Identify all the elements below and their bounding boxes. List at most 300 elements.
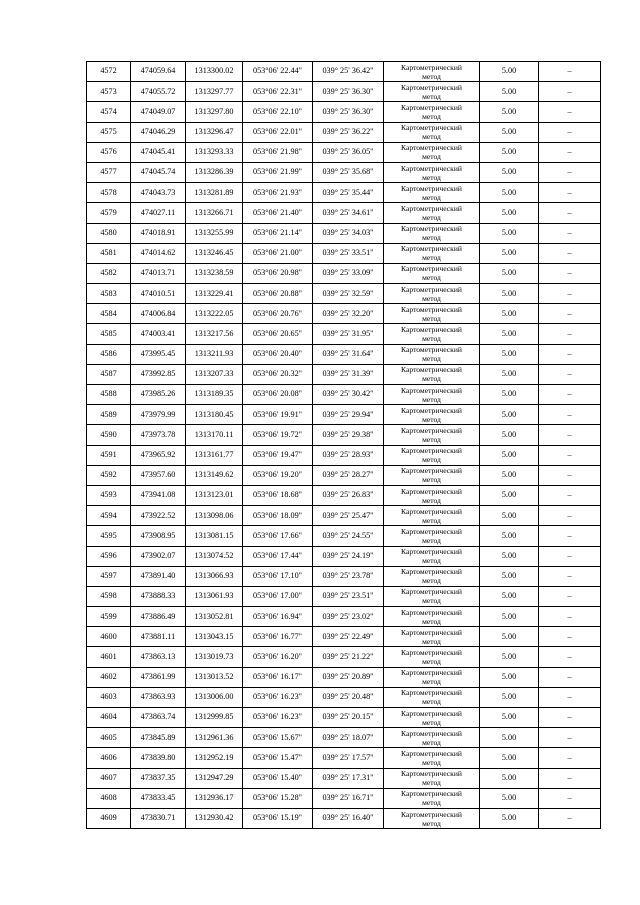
- method-line: метод: [422, 596, 441, 606]
- latitude-cell: 053°06' 20.40": [243, 344, 313, 364]
- note-cell: –: [539, 506, 601, 526]
- longitude-cell: 039° 25' 28.27": [313, 465, 384, 485]
- method-line: Картометрический: [401, 446, 462, 456]
- note-cell: –: [539, 62, 601, 82]
- accuracy-cell: 5.00: [480, 768, 539, 788]
- latitude-cell: 053°06' 22.44": [243, 62, 313, 82]
- latitude-cell: 053°06' 15.28": [243, 788, 313, 808]
- note-cell: –: [539, 768, 601, 788]
- longitude-cell: 039° 25' 36.42": [313, 62, 384, 82]
- longitude-cell: 039° 25' 16.40": [313, 808, 384, 828]
- note-cell: –: [539, 344, 601, 364]
- method-line: метод: [422, 657, 441, 667]
- longitude-cell: 039° 25' 35.68": [313, 162, 384, 182]
- longitude-cell: 039° 25' 31.64": [313, 344, 384, 364]
- method-line: метод: [422, 374, 441, 384]
- latitude-cell: 053°06' 21.99": [243, 162, 313, 182]
- method-line: Картометрический: [401, 728, 462, 738]
- method-cell: [384, 465, 480, 485]
- latitude-cell: 053°06' 20.08": [243, 385, 313, 405]
- method-cell: [384, 566, 480, 586]
- latitude-cell: 053°06' 19.20": [243, 465, 313, 485]
- method-line: Картометрический: [401, 668, 462, 678]
- table-row: [87, 708, 601, 728]
- y-coordinate-cell: 1312999.85: [186, 708, 243, 728]
- note-cell: –: [539, 385, 601, 405]
- accuracy-cell: 5.00: [480, 728, 539, 748]
- note-cell: –: [539, 445, 601, 465]
- longitude-cell: 039° 25' 17.57": [313, 748, 384, 768]
- x-coordinate-cell: 474045.74: [131, 162, 186, 182]
- table-row: [87, 284, 601, 304]
- latitude-cell: 053°06' 15.19": [243, 808, 313, 828]
- latitude-cell: 053°06' 21.14": [243, 223, 313, 243]
- latitude-cell: 053°06' 16.20": [243, 647, 313, 667]
- method-cell: [384, 142, 480, 162]
- method-cell: [384, 445, 480, 465]
- point-number-cell: 4585: [87, 324, 131, 344]
- note-cell: –: [539, 122, 601, 142]
- y-coordinate-cell: 1313013.52: [186, 667, 243, 687]
- y-coordinate-cell: 1313296.47: [186, 122, 243, 142]
- latitude-cell: 053°06' 21.00": [243, 243, 313, 263]
- y-coordinate-cell: 1313149.62: [186, 465, 243, 485]
- table-row: [87, 788, 601, 808]
- method-line: метод: [422, 434, 441, 444]
- x-coordinate-cell: 473922.52: [131, 506, 186, 526]
- y-coordinate-cell: 1313081.15: [186, 526, 243, 546]
- x-coordinate-cell: 474014.62: [131, 243, 186, 263]
- table-row: [87, 122, 601, 142]
- table-row: [87, 607, 601, 627]
- accuracy-cell: 5.00: [480, 566, 539, 586]
- longitude-cell: 039° 25' 31.95": [313, 324, 384, 344]
- method-line: Картометрический: [401, 748, 462, 758]
- note-cell: –: [539, 142, 601, 162]
- method-line: метод: [422, 132, 441, 142]
- longitude-cell: 039° 25' 34.03": [313, 223, 384, 243]
- point-number-cell: 4603: [87, 687, 131, 707]
- table-row: [87, 324, 601, 344]
- point-number-cell: 4592: [87, 465, 131, 485]
- method-line: Картометрический: [401, 466, 462, 476]
- table-row: [87, 62, 601, 82]
- method-line: метод: [422, 535, 441, 545]
- longitude-cell: 039° 25' 32.20": [313, 304, 384, 324]
- note-cell: –: [539, 324, 601, 344]
- accuracy-cell: 5.00: [480, 284, 539, 304]
- point-number-cell: 4574: [87, 102, 131, 122]
- x-coordinate-cell: 473863.74: [131, 708, 186, 728]
- method-line: метод: [422, 475, 441, 485]
- point-number-cell: 4596: [87, 546, 131, 566]
- y-coordinate-cell: 1312947.29: [186, 768, 243, 788]
- longitude-cell: 039° 25' 21.22": [313, 647, 384, 667]
- point-number-cell: 4595: [87, 526, 131, 546]
- method-line: Картометрический: [401, 648, 462, 658]
- latitude-cell: 053°06' 19.91": [243, 405, 313, 425]
- method-line: Картометрический: [401, 506, 462, 516]
- method-line: Картометрический: [401, 123, 462, 133]
- latitude-cell: 053°06' 20.88": [243, 284, 313, 304]
- point-number-cell: 4572: [87, 62, 131, 82]
- method-line: метод: [422, 111, 441, 121]
- longitude-cell: 039° 25' 20.48": [313, 687, 384, 707]
- method-line: Картометрический: [401, 82, 462, 92]
- y-coordinate-cell: 1313161.77: [186, 445, 243, 465]
- latitude-cell: 053°06' 20.65": [243, 324, 313, 344]
- point-number-cell: 4604: [87, 708, 131, 728]
- note-cell: –: [539, 203, 601, 223]
- table-row: [87, 102, 601, 122]
- note-cell: –: [539, 465, 601, 485]
- latitude-cell: 053°06' 16.23": [243, 708, 313, 728]
- y-coordinate-cell: 1313222.05: [186, 304, 243, 324]
- method-cell: [384, 546, 480, 566]
- x-coordinate-cell: 474049.07: [131, 102, 186, 122]
- method-line: Картометрический: [401, 224, 462, 234]
- method-cell: [384, 385, 480, 405]
- x-coordinate-cell: 474013.71: [131, 263, 186, 283]
- method-line: метод: [422, 818, 441, 828]
- x-coordinate-cell: 473965.92: [131, 445, 186, 465]
- method-line: Картометрический: [401, 769, 462, 779]
- table-row: [87, 445, 601, 465]
- accuracy-cell: 5.00: [480, 748, 539, 768]
- table-row: [87, 405, 601, 425]
- method-line: Картометрический: [401, 62, 462, 72]
- method-cell: [384, 748, 480, 768]
- method-cell: [384, 485, 480, 505]
- method-line: метод: [422, 576, 441, 586]
- table-row: [87, 344, 601, 364]
- note-cell: –: [539, 304, 601, 324]
- longitude-cell: 039° 25' 33.09": [313, 263, 384, 283]
- table-row: [87, 425, 601, 445]
- method-cell: [384, 243, 480, 263]
- method-line: Картометрический: [401, 526, 462, 536]
- accuracy-cell: 5.00: [480, 788, 539, 808]
- note-cell: –: [539, 667, 601, 687]
- note-cell: –: [539, 223, 601, 243]
- latitude-cell: 053°06' 17.10": [243, 566, 313, 586]
- latitude-cell: 053°06' 20.76": [243, 304, 313, 324]
- latitude-cell: 053°06' 22.31": [243, 82, 313, 102]
- note-cell: –: [539, 405, 601, 425]
- y-coordinate-cell: 1313286.39: [186, 162, 243, 182]
- point-number-cell: 4573: [87, 82, 131, 102]
- x-coordinate-cell: 473985.26: [131, 385, 186, 405]
- y-coordinate-cell: 1313098.06: [186, 506, 243, 526]
- method-cell: [384, 324, 480, 344]
- y-coordinate-cell: 1313189.35: [186, 385, 243, 405]
- table-row: [87, 667, 601, 687]
- method-line: метод: [422, 293, 441, 303]
- x-coordinate-cell: 473833.45: [131, 788, 186, 808]
- y-coordinate-cell: 1313238.59: [186, 263, 243, 283]
- accuracy-cell: 5.00: [480, 526, 539, 546]
- method-cell: [384, 788, 480, 808]
- method-line: метод: [422, 556, 441, 566]
- latitude-cell: 053°06' 16.23": [243, 687, 313, 707]
- method-line: метод: [422, 455, 441, 465]
- note-cell: –: [539, 526, 601, 546]
- accuracy-cell: 5.00: [480, 546, 539, 566]
- method-line: метод: [422, 515, 441, 525]
- longitude-cell: 039° 25' 16.71": [313, 788, 384, 808]
- point-number-cell: 4594: [87, 506, 131, 526]
- note-cell: –: [539, 607, 601, 627]
- accuracy-cell: 5.00: [480, 344, 539, 364]
- method-line: Картометрический: [401, 143, 462, 153]
- y-coordinate-cell: 1312952.19: [186, 748, 243, 768]
- x-coordinate-cell: 473886.49: [131, 607, 186, 627]
- method-line: метод: [422, 737, 441, 747]
- accuracy-cell: 5.00: [480, 808, 539, 828]
- method-line: метод: [422, 414, 441, 424]
- longitude-cell: 039° 25' 36.30": [313, 82, 384, 102]
- x-coordinate-cell: 474010.51: [131, 284, 186, 304]
- method-line: метод: [422, 334, 441, 344]
- method-cell: [384, 708, 480, 728]
- method-line: Картометрический: [401, 264, 462, 274]
- latitude-cell: 053°06' 22.10": [243, 102, 313, 122]
- table-row: [87, 768, 601, 788]
- method-line: метод: [422, 778, 441, 788]
- method-cell: [384, 425, 480, 445]
- method-line: метод: [422, 677, 441, 687]
- point-number-cell: 4590: [87, 425, 131, 445]
- accuracy-cell: 5.00: [480, 586, 539, 606]
- longitude-cell: 039° 25' 33.51": [313, 243, 384, 263]
- point-number-cell: 4587: [87, 364, 131, 384]
- point-number-cell: 4586: [87, 344, 131, 364]
- longitude-cell: 039° 25' 35.44": [313, 183, 384, 203]
- note-cell: –: [539, 102, 601, 122]
- table-row: [87, 808, 601, 828]
- table-row: [87, 526, 601, 546]
- table-row: [87, 728, 601, 748]
- note-cell: –: [539, 485, 601, 505]
- latitude-cell: 053°06' 16.17": [243, 667, 313, 687]
- table-row: [87, 243, 601, 263]
- method-cell: [384, 82, 480, 102]
- table-row: [87, 586, 601, 606]
- x-coordinate-cell: 473979.99: [131, 405, 186, 425]
- y-coordinate-cell: 1312930.42: [186, 808, 243, 828]
- latitude-cell: 053°06' 15.47": [243, 748, 313, 768]
- longitude-cell: 039° 25' 24.19": [313, 546, 384, 566]
- method-line: Картометрический: [401, 102, 462, 112]
- longitude-cell: 039° 25' 23.51": [313, 586, 384, 606]
- method-line: Картометрический: [401, 163, 462, 173]
- method-cell: [384, 808, 480, 828]
- accuracy-cell: 5.00: [480, 425, 539, 445]
- method-line: Картометрический: [401, 284, 462, 294]
- note-cell: –: [539, 566, 601, 586]
- accuracy-cell: 5.00: [480, 223, 539, 243]
- longitude-cell: 039° 25' 23.02": [313, 607, 384, 627]
- method-line: Картометрический: [401, 547, 462, 557]
- latitude-cell: 053°06' 17.00": [243, 586, 313, 606]
- latitude-cell: 053°06' 20.32": [243, 364, 313, 384]
- point-number-cell: 4601: [87, 647, 131, 667]
- longitude-cell: 039° 25' 32.59": [313, 284, 384, 304]
- x-coordinate-cell: 474055.72: [131, 82, 186, 102]
- table-row: [87, 263, 601, 283]
- longitude-cell: 039° 25' 34.61": [313, 203, 384, 223]
- y-coordinate-cell: 1313211.93: [186, 344, 243, 364]
- point-number-cell: 4607: [87, 768, 131, 788]
- point-number-cell: 4575: [87, 122, 131, 142]
- y-coordinate-cell: 1313052.81: [186, 607, 243, 627]
- note-cell: –: [539, 82, 601, 102]
- latitude-cell: 053°06' 15.40": [243, 768, 313, 788]
- method-cell: [384, 122, 480, 142]
- latitude-cell: 053°06' 19.72": [243, 425, 313, 445]
- method-line: метод: [422, 636, 441, 646]
- method-line: Картометрический: [401, 688, 462, 698]
- y-coordinate-cell: 1313207.33: [186, 364, 243, 384]
- point-number-cell: 4606: [87, 748, 131, 768]
- latitude-cell: 053°06' 16.94": [243, 607, 313, 627]
- x-coordinate-cell: 473902.07: [131, 546, 186, 566]
- longitude-cell: 039° 25' 28.93": [313, 445, 384, 465]
- longitude-cell: 039° 25' 17.31": [313, 768, 384, 788]
- point-number-cell: 4584: [87, 304, 131, 324]
- method-line: Картометрический: [401, 345, 462, 355]
- x-coordinate-cell: 473957.60: [131, 465, 186, 485]
- method-cell: [384, 223, 480, 243]
- point-number-cell: 4597: [87, 566, 131, 586]
- y-coordinate-cell: 1313266.71: [186, 203, 243, 223]
- point-number-cell: 4581: [87, 243, 131, 263]
- method-cell: [384, 768, 480, 788]
- note-cell: –: [539, 627, 601, 647]
- accuracy-cell: 5.00: [480, 122, 539, 142]
- coordinates-table: [86, 61, 601, 829]
- point-number-cell: 4588: [87, 385, 131, 405]
- x-coordinate-cell: 473992.85: [131, 364, 186, 384]
- accuracy-cell: 5.00: [480, 203, 539, 223]
- method-cell: [384, 263, 480, 283]
- accuracy-cell: 5.00: [480, 445, 539, 465]
- method-line: метод: [422, 717, 441, 727]
- method-line: Картометрический: [401, 789, 462, 799]
- note-cell: –: [539, 708, 601, 728]
- method-line: метод: [422, 273, 441, 283]
- x-coordinate-cell: 473973.78: [131, 425, 186, 445]
- method-cell: [384, 506, 480, 526]
- y-coordinate-cell: 1313293.33: [186, 142, 243, 162]
- latitude-cell: 053°06' 19.47": [243, 445, 313, 465]
- accuracy-cell: 5.00: [480, 142, 539, 162]
- latitude-cell: 053°06' 16.77": [243, 627, 313, 647]
- point-number-cell: 4593: [87, 485, 131, 505]
- table-row: [87, 647, 601, 667]
- note-cell: –: [539, 364, 601, 384]
- longitude-cell: 039° 25' 36.22": [313, 122, 384, 142]
- note-cell: –: [539, 647, 601, 667]
- method-line: метод: [422, 253, 441, 263]
- accuracy-cell: 5.00: [480, 304, 539, 324]
- y-coordinate-cell: 1313297.77: [186, 82, 243, 102]
- point-number-cell: 4602: [87, 667, 131, 687]
- point-number-cell: 4578: [87, 183, 131, 203]
- longitude-cell: 039° 25' 20.89": [313, 667, 384, 687]
- accuracy-cell: 5.00: [480, 627, 539, 647]
- method-cell: [384, 344, 480, 364]
- method-line: Картометрический: [401, 365, 462, 375]
- point-number-cell: 4580: [87, 223, 131, 243]
- y-coordinate-cell: 1313255.99: [186, 223, 243, 243]
- y-coordinate-cell: 1312936.17: [186, 788, 243, 808]
- method-line: метод: [422, 172, 441, 182]
- accuracy-cell: 5.00: [480, 263, 539, 283]
- longitude-cell: 039° 25' 18.07": [313, 728, 384, 748]
- method-line: метод: [422, 313, 441, 323]
- table-row: [87, 223, 601, 243]
- y-coordinate-cell: 1313217.56: [186, 324, 243, 344]
- table-body: [87, 62, 601, 829]
- x-coordinate-cell: 474027.11: [131, 203, 186, 223]
- method-cell: [384, 627, 480, 647]
- x-coordinate-cell: 474045.41: [131, 142, 186, 162]
- y-coordinate-cell: 1313006.00: [186, 687, 243, 707]
- table-row: [87, 162, 601, 182]
- point-number-cell: 4609: [87, 808, 131, 828]
- method-line: Картометрический: [401, 405, 462, 415]
- point-number-cell: 4582: [87, 263, 131, 283]
- method-line: Картометрический: [401, 486, 462, 496]
- method-line: метод: [422, 757, 441, 767]
- method-cell: [384, 62, 480, 82]
- method-cell: [384, 728, 480, 748]
- method-line: Картометрический: [401, 607, 462, 617]
- method-line: Картометрический: [401, 587, 462, 597]
- longitude-cell: 039° 25' 25.47": [313, 506, 384, 526]
- y-coordinate-cell: 1313297.80: [186, 102, 243, 122]
- accuracy-cell: 5.00: [480, 183, 539, 203]
- method-cell: [384, 687, 480, 707]
- method-line: метод: [422, 192, 441, 202]
- note-cell: –: [539, 162, 601, 182]
- x-coordinate-cell: 473863.93: [131, 687, 186, 707]
- y-coordinate-cell: 1313123.01: [186, 485, 243, 505]
- accuracy-cell: 5.00: [480, 364, 539, 384]
- method-line: метод: [422, 354, 441, 364]
- latitude-cell: 053°06' 15.67": [243, 728, 313, 748]
- x-coordinate-cell: 474003.41: [131, 324, 186, 344]
- x-coordinate-cell: 473995.45: [131, 344, 186, 364]
- table-row: [87, 364, 601, 384]
- x-coordinate-cell: 473837.35: [131, 768, 186, 788]
- method-cell: [384, 667, 480, 687]
- method-line: метод: [422, 798, 441, 808]
- longitude-cell: 039° 25' 23.78": [313, 566, 384, 586]
- y-coordinate-cell: 1313229.41: [186, 284, 243, 304]
- accuracy-cell: 5.00: [480, 506, 539, 526]
- point-number-cell: 4577: [87, 162, 131, 182]
- point-number-cell: 4579: [87, 203, 131, 223]
- accuracy-cell: 5.00: [480, 162, 539, 182]
- x-coordinate-cell: 473888.33: [131, 586, 186, 606]
- longitude-cell: 039° 25' 26.83": [313, 485, 384, 505]
- table-row: [87, 385, 601, 405]
- longitude-cell: 039° 25' 29.38": [313, 425, 384, 445]
- accuracy-cell: 5.00: [480, 385, 539, 405]
- method-line: Картометрический: [401, 425, 462, 435]
